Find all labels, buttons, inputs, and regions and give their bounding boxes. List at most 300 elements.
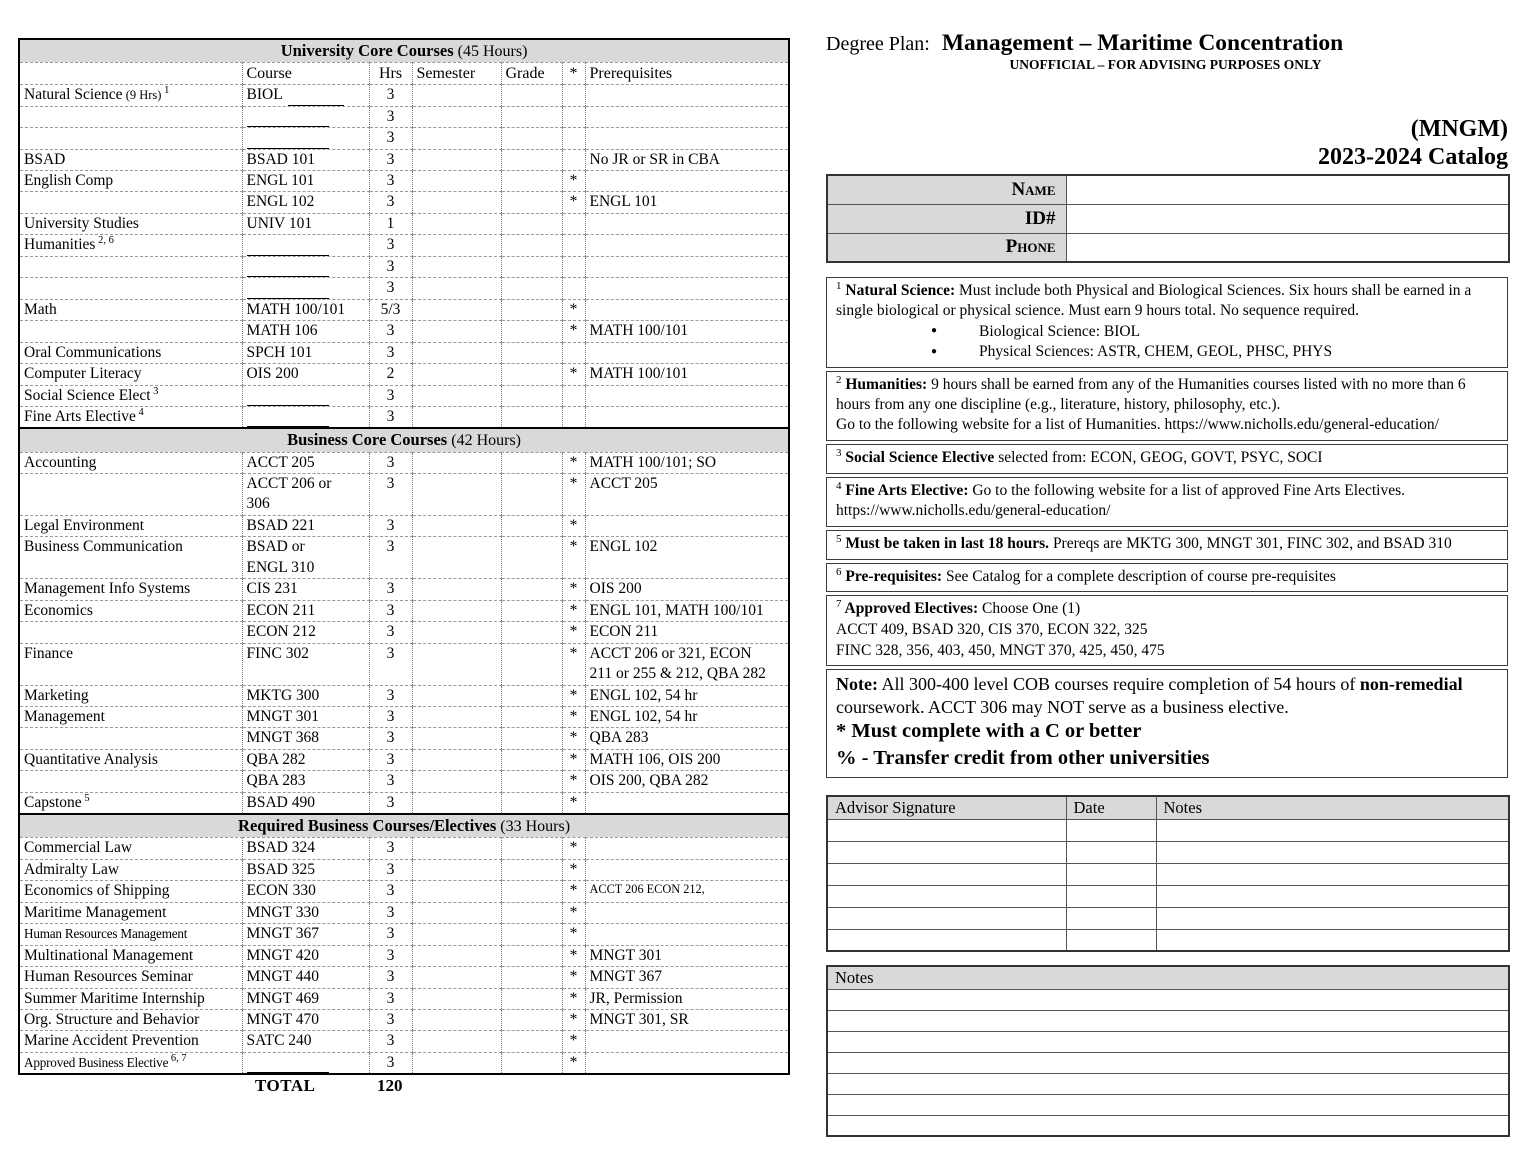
cell-category	[19, 988, 242, 1009]
cell-category	[19, 945, 242, 966]
cell-prereq: MNGT 301	[585, 945, 789, 966]
course-row	[19, 192, 789, 213]
cell-semester	[412, 364, 501, 385]
cell-hours: 3	[369, 474, 412, 516]
footnote-bullet: ● Physical Sciences: ASTR, CHEM, GEOL, PHSC, PHYS	[931, 343, 1333, 361]
footnote-text: $^3$ Social Science Elective selected from: ECON, GEOG, GOVT, PSYC, SOCI	[836, 446, 1323, 466]
cell-course: MNGT 469	[242, 988, 369, 1009]
cell-category	[19, 149, 242, 170]
advisor-empty-row	[827, 907, 1509, 929]
cell-course: MKTG 300	[242, 685, 369, 706]
notes-empty-row	[827, 1031, 1509, 1052]
cell-hours: 3	[369, 945, 412, 966]
footnote-term: Humanities:	[841, 375, 928, 393]
cell-course: QBA 282	[242, 749, 369, 770]
footnotes-stack	[826, 277, 1508, 778]
cell-course: UNIV 101	[242, 213, 369, 234]
section-header-cell: Required Business Courses/Electives (33 Hours)	[19, 814, 789, 838]
advisor-empty-cell	[1066, 819, 1156, 841]
advisor-empty-cell	[1066, 907, 1156, 929]
fill-in-line	[288, 91, 344, 106]
footnote-ref: 4	[135, 406, 144, 418]
cell-grade	[501, 600, 562, 621]
advisor-empty-cell	[1156, 863, 1509, 885]
cell-hours: 5/3	[369, 299, 412, 320]
advisor-notes-header: Notes	[1156, 796, 1509, 819]
course-row	[19, 859, 789, 880]
cell-prereq: ACCT 206 or 321, ECON 211 or 255 & 212, QBA 282	[585, 643, 789, 685]
cell-star: *	[562, 171, 585, 192]
cell-hours: 1	[369, 213, 412, 234]
cell-grade	[501, 1010, 562, 1031]
category-label: Oral Communications	[24, 343, 162, 361]
cell-semester	[412, 967, 501, 988]
cell-semester	[412, 579, 501, 600]
cell-category	[19, 321, 242, 342]
category-label: Legal Environment	[24, 516, 145, 534]
cell-course: ECON 212	[242, 622, 369, 643]
course-row	[19, 685, 789, 706]
cell-prereq	[585, 342, 789, 363]
cell-course: BIOL	[242, 85, 369, 106]
advisor-empty-cell	[1066, 929, 1156, 951]
advisor-empty-row	[827, 819, 1509, 841]
cell-hours: 3	[369, 106, 412, 127]
cell-semester	[412, 213, 501, 234]
cell-grade	[501, 537, 562, 579]
course-row	[19, 213, 789, 234]
cell-hours: 3	[369, 171, 412, 192]
footnote-number: 6	[836, 565, 842, 578]
cell-semester	[412, 749, 501, 770]
fill-in-line	[247, 284, 329, 299]
course-row	[19, 1031, 789, 1052]
footnote-text: $^7$ Approved Electives: Choose One (1)	[836, 598, 1081, 618]
cell-star	[562, 235, 585, 256]
advisor-empty-cell	[827, 929, 1066, 951]
notes-empty-cell	[827, 1115, 1509, 1136]
cell-grade	[501, 235, 562, 256]
column-header-course: Course	[242, 63, 369, 85]
notes-table	[826, 965, 1510, 1137]
cell-prereq: MATH 106, OIS 200	[585, 749, 789, 770]
cell-prereq	[585, 299, 789, 320]
cell-prereq	[585, 385, 789, 406]
cell-grade	[501, 407, 562, 429]
footnote-number: 7	[836, 598, 842, 611]
cell-semester	[412, 278, 501, 299]
course-row	[19, 515, 789, 536]
cell-star	[562, 385, 585, 406]
date-header: Date	[1066, 796, 1156, 819]
footnote-number: 5	[836, 532, 842, 545]
cell-category	[19, 342, 242, 363]
category-label: Quantitative Analysis	[24, 750, 158, 768]
cell-category	[19, 213, 242, 234]
category-label: Fine Arts Elective	[24, 408, 136, 426]
column-header-semester: Semester	[412, 63, 501, 85]
cell-course: MNGT 470	[242, 1010, 369, 1031]
category-label: Finance	[24, 644, 74, 662]
cell-course	[242, 256, 369, 277]
cell-hours: 3	[369, 128, 412, 149]
category-paren: (9 Hrs)	[122, 88, 162, 103]
degree-plan-line	[826, 30, 1508, 57]
cell-semester	[412, 256, 501, 277]
cell-category	[19, 385, 242, 406]
notes-empty-row	[827, 1115, 1509, 1136]
footnote-box	[826, 563, 1508, 593]
section-title: University Core Courses	[280, 41, 454, 60]
cell-category	[19, 838, 242, 859]
cell-semester	[412, 988, 501, 1009]
cell-course: MNGT 330	[242, 902, 369, 923]
cell-category	[19, 256, 242, 277]
cell-semester	[412, 452, 501, 473]
advisor-empty-cell	[1066, 885, 1156, 907]
cell-star: *	[562, 924, 585, 945]
cell-prereq: ENGL 102, 54 hr	[585, 685, 789, 706]
cell-semester	[412, 945, 501, 966]
catalog-year: 2023-2024 Catalog	[1318, 143, 1508, 170]
cell-grade	[501, 192, 562, 213]
fill-in-line	[247, 412, 329, 427]
cell-star: *	[562, 622, 585, 643]
category-label: Org. Structure and Behavior	[24, 1011, 200, 1029]
cell-grade	[501, 859, 562, 880]
advisor-empty-row	[827, 841, 1509, 863]
cell-hours: 3	[369, 321, 412, 342]
cell-prereq: ENGL 101, MATH 100/101	[585, 600, 789, 621]
cell-category	[19, 278, 242, 299]
program-code-block	[826, 116, 1508, 171]
cell-grade	[501, 474, 562, 516]
cell-category	[19, 924, 242, 945]
cell-category	[19, 407, 242, 429]
section-title: Business Core Courses	[287, 430, 448, 450]
notes-empty-row	[827, 1010, 1509, 1031]
cell-category	[19, 771, 242, 792]
course-row	[19, 342, 789, 363]
cell-category	[19, 452, 242, 473]
cell-course	[242, 128, 369, 149]
notes-header-row	[827, 966, 1509, 989]
cell-prereq: OIS 200	[585, 579, 789, 600]
footnote-term: Approved Electives:	[841, 600, 979, 618]
cell-grade	[501, 643, 562, 685]
footnote-bullet: ● Biological Science: BIOL	[931, 322, 1141, 340]
cell-category	[19, 235, 242, 256]
course-row	[19, 643, 789, 685]
cell-course: SPCH 101	[242, 342, 369, 363]
course-row	[19, 171, 789, 192]
cell-star: *	[562, 792, 585, 814]
cell-category	[19, 685, 242, 706]
cell-grade	[501, 342, 562, 363]
cell-grade	[501, 321, 562, 342]
cell-prereq	[585, 838, 789, 859]
footnote-line: ACCT 409, BSAD 320, CIS 370, ECON 322, 325	[836, 620, 1148, 638]
cell-hours: 3	[369, 407, 412, 429]
category-label: Marketing	[24, 686, 89, 704]
cell-grade	[501, 128, 562, 149]
cell-hours: 3	[369, 728, 412, 749]
cell-grade	[501, 579, 562, 600]
cell-grade	[501, 707, 562, 728]
section-header-row	[19, 814, 789, 838]
notes-empty-cell	[827, 1052, 1509, 1073]
cell-prereq	[585, 278, 789, 299]
cell-course: ENGL 102	[242, 192, 369, 213]
cell-star	[562, 256, 585, 277]
cell-hours: 3	[369, 256, 412, 277]
cell-course: FINC 302	[242, 643, 369, 685]
cell-grade	[501, 622, 562, 643]
cell-prereq	[585, 171, 789, 192]
note-box	[826, 669, 1508, 778]
cell-semester	[412, 407, 501, 429]
cell-category	[19, 171, 242, 192]
cell-star	[562, 213, 585, 234]
cell-semester	[412, 1010, 501, 1031]
category-label: BSAD	[24, 150, 66, 168]
cell-hours: 3	[369, 1052, 412, 1074]
phone-value-cell	[1066, 233, 1509, 262]
cell-grade	[501, 988, 562, 1009]
category-label: Accounting	[24, 453, 97, 471]
cell-course: ECON 330	[242, 881, 369, 902]
cell-semester	[412, 902, 501, 923]
course-row	[19, 771, 789, 792]
advisor-empty-cell	[827, 885, 1066, 907]
cell-star	[562, 85, 585, 106]
cell-grade	[501, 213, 562, 234]
course-row	[19, 945, 789, 966]
advisor-empty-cell	[1156, 819, 1509, 841]
cell-hours: 3	[369, 685, 412, 706]
cell-semester	[412, 771, 501, 792]
course-plan-table	[18, 38, 790, 1075]
cell-star: *	[562, 537, 585, 579]
section-header-row	[19, 428, 789, 452]
cell-category	[19, 749, 242, 770]
category-label: Maritime Management	[24, 903, 167, 921]
cell-semester	[412, 1031, 501, 1052]
cell-semester	[412, 192, 501, 213]
cell-grade	[501, 515, 562, 536]
cell-hours: 3	[369, 749, 412, 770]
footnote-line: FINC 328, 356, 403, 450, MNGT 370, 425, 450, 475	[836, 641, 1165, 659]
cell-prereq: JR, Permission	[585, 988, 789, 1009]
cell-hours: 3	[369, 235, 412, 256]
cell-category	[19, 902, 242, 923]
category-label: Marine Accident Prevention	[24, 1032, 199, 1050]
cell-hours: 3	[369, 342, 412, 363]
cell-prereq: MATH 100/101	[585, 364, 789, 385]
cell-course: BSAD 490	[242, 792, 369, 814]
footnote-box	[826, 595, 1508, 666]
cell-hours: 3	[369, 881, 412, 902]
footnote-text: $^6$ Pre-requisites: See Catalog for a complete description of course pre-requisites	[836, 565, 1336, 585]
cell-category	[19, 85, 242, 106]
fill-in-line	[247, 262, 329, 277]
cell-prereq: ACCT 205	[585, 474, 789, 516]
cell-category	[19, 643, 242, 685]
footnote-text: $^2$ Humanities: 9 hours shall be earned from any of the Humanities courses listed with no more than 6 hours from any one discipline (e.g., literature, history, philosophy, etc.).	[836, 373, 1466, 413]
cell-grade	[501, 792, 562, 814]
section-title: Required Business Courses/Electives	[238, 816, 497, 836]
cell-category	[19, 1052, 242, 1074]
course-row	[19, 452, 789, 473]
category-label: Commercial Law	[24, 839, 133, 857]
cell-prereq: MNGT 301, SR	[585, 1010, 789, 1031]
footnote-term: Natural Science:	[841, 282, 956, 300]
course-row	[19, 728, 789, 749]
cell-semester	[412, 859, 501, 880]
course-row	[19, 235, 789, 256]
advisor-header-row	[827, 796, 1509, 819]
cell-hours: 3	[369, 579, 412, 600]
category-label: Economics	[24, 601, 93, 619]
star-legend: * Must complete with a C or better	[836, 720, 1142, 743]
phone-row	[827, 233, 1509, 262]
cell-hours: 3	[369, 707, 412, 728]
cell-star	[562, 407, 585, 429]
footnote-box	[826, 444, 1508, 474]
name-label: Name	[827, 175, 1066, 204]
advisor-empty-cell	[827, 907, 1066, 929]
notes-empty-cell	[827, 1094, 1509, 1115]
advisor-empty-cell	[1156, 841, 1509, 863]
course-row	[19, 299, 789, 320]
section-header-row	[19, 39, 789, 63]
cell-semester	[412, 342, 501, 363]
cell-course	[242, 407, 369, 429]
course-row	[19, 1010, 789, 1031]
advisor-empty-cell	[1156, 929, 1509, 951]
course-row	[19, 838, 789, 859]
cell-prereq	[585, 902, 789, 923]
cell-grade	[501, 1052, 562, 1074]
course-row	[19, 881, 789, 902]
footnote-number: 1	[836, 280, 842, 293]
advisor-empty-cell	[827, 841, 1066, 863]
cell-star: *	[562, 1031, 585, 1052]
cell-hours: 3	[369, 988, 412, 1009]
course-row	[19, 85, 789, 106]
cell-prereq	[585, 85, 789, 106]
cell-grade	[501, 685, 562, 706]
cell-star: *	[562, 515, 585, 536]
degree-plan-label: Degree Plan:	[826, 33, 930, 55]
id-row	[827, 204, 1509, 233]
footnote-number: 3	[836, 446, 842, 459]
cell-prereq	[585, 256, 789, 277]
cell-course	[242, 106, 369, 127]
cell-course: MNGT 420	[242, 945, 369, 966]
cell-hours: 3	[369, 385, 412, 406]
cell-star: *	[562, 1052, 585, 1074]
cell-star: *	[562, 1010, 585, 1031]
cell-star: *	[562, 600, 585, 621]
name-row	[827, 175, 1509, 204]
cell-category	[19, 792, 242, 814]
cell-star: *	[562, 728, 585, 749]
page-title: Management – Maritime Concentration	[941, 30, 1344, 56]
cell-semester	[412, 1052, 501, 1074]
advisor-empty-cell	[1156, 907, 1509, 929]
cell-prereq	[585, 213, 789, 234]
cell-grade	[501, 902, 562, 923]
course-row	[19, 792, 789, 814]
notes-empty-row	[827, 1052, 1509, 1073]
cell-semester	[412, 149, 501, 170]
cell-hours: 3	[369, 452, 412, 473]
column-header-hrs: Hrs	[369, 63, 412, 85]
fill-in-line	[247, 134, 329, 149]
cell-hours: 3	[369, 792, 412, 814]
course-plan-table-wrap	[18, 38, 788, 1096]
id-label: ID#	[827, 204, 1066, 233]
cell-grade	[501, 171, 562, 192]
cell-course	[242, 385, 369, 406]
cell-prereq: No JR or SR in CBA	[585, 149, 789, 170]
cell-category	[19, 622, 242, 643]
course-row	[19, 579, 789, 600]
footnote-ref: 2, 6	[95, 235, 114, 247]
advisor-empty-row	[827, 885, 1509, 907]
category-label: Human Resources Seminar	[24, 968, 193, 986]
course-row	[19, 622, 789, 643]
cell-grade	[501, 924, 562, 945]
cell-hours: 3	[369, 1031, 412, 1052]
footnote-term: Social Science Elective	[841, 448, 995, 466]
category-label: Management Info Systems	[24, 580, 191, 598]
category-label: Summer Maritime Internship	[24, 989, 205, 1007]
cell-star	[562, 342, 585, 363]
note-bold-word: non-remedial	[1359, 674, 1463, 695]
section-header-cell: Business Core Courses (42 Hours)	[19, 428, 789, 452]
cell-semester	[412, 838, 501, 859]
cell-course: OIS 200	[242, 364, 369, 385]
notes-empty-cell	[827, 1010, 1509, 1031]
footnote-number: 2	[836, 373, 842, 386]
cell-course: ECON 211	[242, 600, 369, 621]
cell-course	[242, 1052, 369, 1074]
cell-hours: 3	[369, 149, 412, 170]
cell-category	[19, 364, 242, 385]
cell-course: SATC 240	[242, 1031, 369, 1052]
cell-star: *	[562, 474, 585, 516]
cell-course: ENGL 101	[242, 171, 369, 192]
cell-prereq	[585, 1031, 789, 1052]
cell-prereq: MATH 100/101	[585, 321, 789, 342]
course-row	[19, 106, 789, 127]
cell-star: *	[562, 881, 585, 902]
cell-category	[19, 1010, 242, 1031]
cell-star: *	[562, 452, 585, 473]
cell-hours: 3	[369, 902, 412, 923]
cell-star: *	[562, 838, 585, 859]
cell-hours: 3	[369, 771, 412, 792]
cell-grade	[501, 749, 562, 770]
category-label: Capstone	[24, 793, 82, 811]
program-code: (MNGM)	[1410, 116, 1508, 142]
cell-category	[19, 967, 242, 988]
cell-star: *	[562, 685, 585, 706]
notes-empty-row	[827, 1073, 1509, 1094]
cell-semester	[412, 385, 501, 406]
